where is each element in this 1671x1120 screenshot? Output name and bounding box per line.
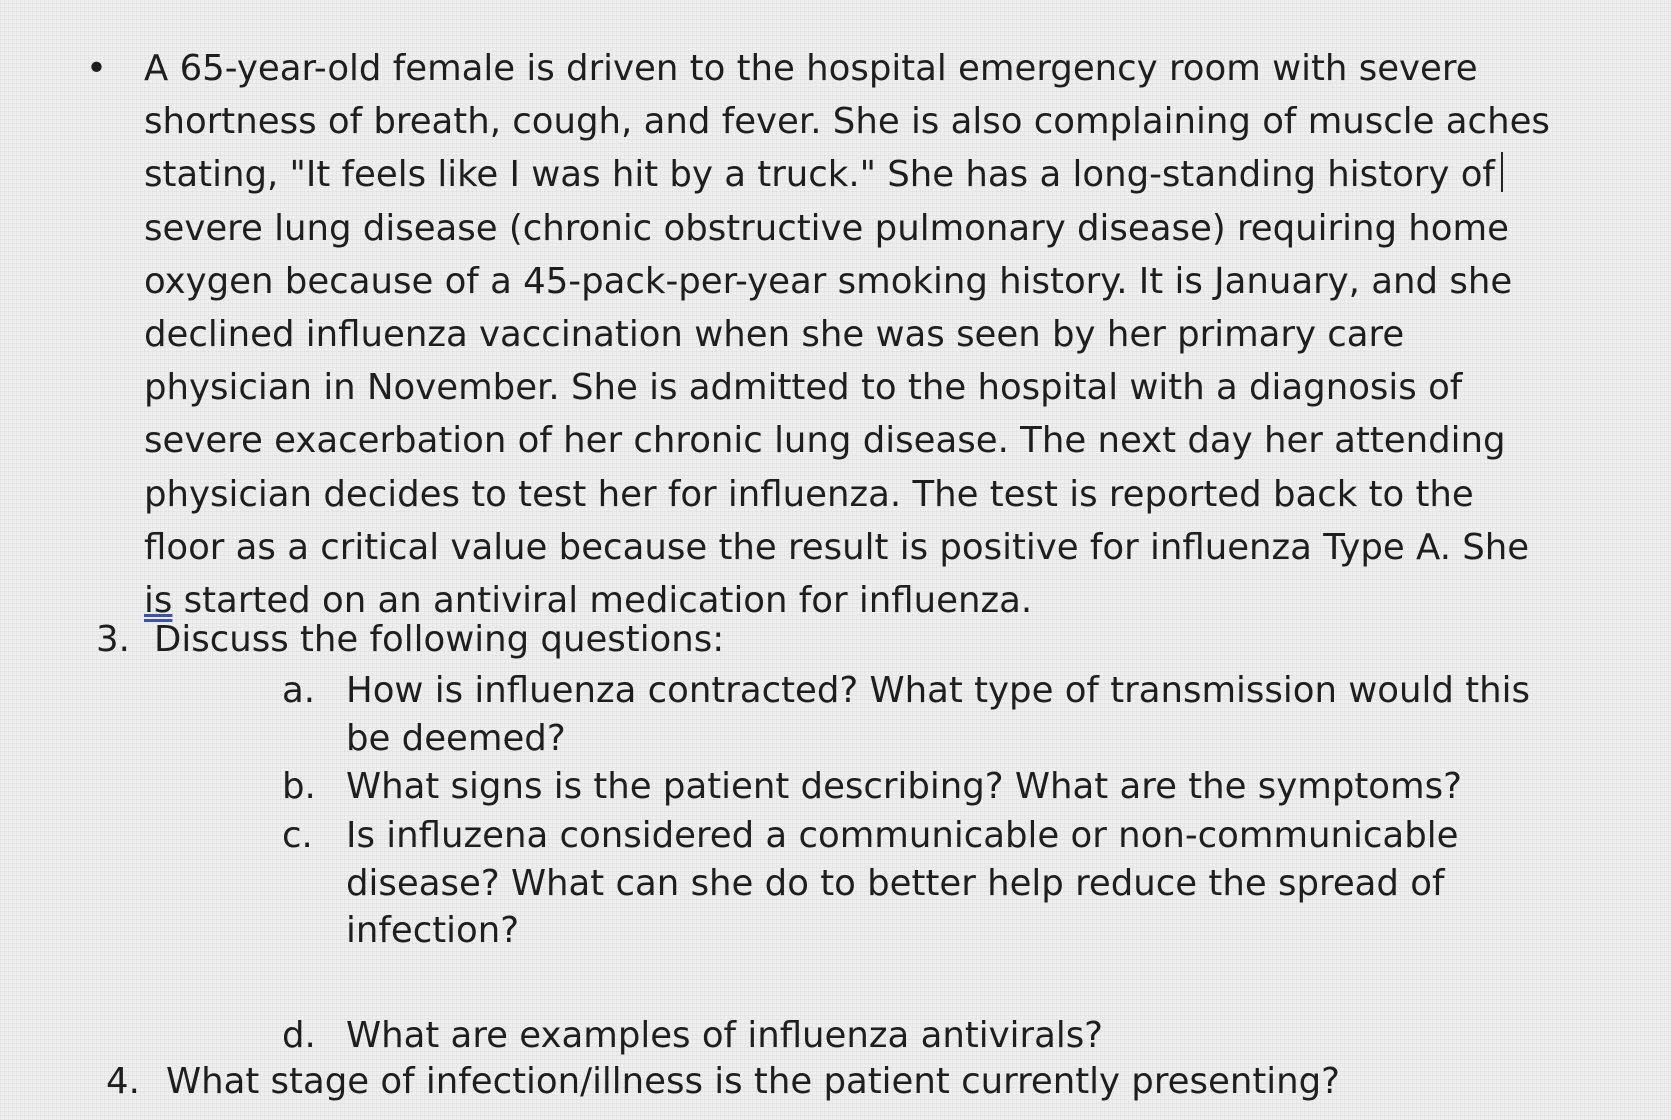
question-number: 4.: [106, 1061, 140, 1102]
spellcheck-underlined-word[interactable]: is: [144, 580, 173, 622]
item-line: What signs is the patient describing? What are the symptoms?: [346, 766, 1462, 807]
case-line: shortness of breath, cough, and fever. She is also complaining of muscle aches: [144, 101, 1550, 143]
text-cursor: [1501, 152, 1503, 192]
case-line: severe exacerbation of her chronic lung disease. The next day her attending: [144, 420, 1506, 462]
case-line-text: stating, "It feels like I was hit by a truck." She has a long-standing history of: [144, 154, 1495, 196]
case-line: A 65-year-old female is driven to the hospital emergency room with severe: [144, 48, 1478, 89]
item-letter: c.: [282, 815, 313, 856]
case-line: physician in November. She is admitted to the hospital with a diagnosis of: [144, 367, 1463, 409]
item-text: [346, 812, 1458, 955]
case-line: [144, 148, 1671, 201]
case-line: severe lung disease (chronic obstructive pulmonary disease) requiring home: [144, 207, 1509, 249]
case-line: declined influenza vaccination when she was seen by her primary care: [144, 314, 1405, 356]
item-line: Is influzena considered a communicable or non-communicable: [346, 815, 1459, 856]
item-text: [346, 667, 1530, 762]
case-line: oxygen because of a 45-pack-per-year smoking history. It is January, and she: [144, 260, 1513, 302]
bullet-marker: •: [86, 48, 107, 89]
question-text: Discuss the following questions:: [154, 619, 725, 660]
case-line: physician decides to test her for influenza. The test is reported back to the: [144, 473, 1474, 515]
item-letter: b.: [282, 766, 316, 807]
case-line-rest: started on an antiviral medication for influenza.: [172, 580, 1033, 622]
item-letter: d.: [282, 1015, 316, 1056]
item-line: disease? What can she do to better help reduce the spread of: [346, 862, 1445, 904]
case-text: [144, 42, 1671, 627]
item-line: What are examples of influenza antivirals?: [346, 1015, 1104, 1056]
case-line: floor as a critical value because the result is positive for influenza Type A. She: [144, 526, 1530, 568]
item-text: [346, 763, 1462, 811]
question-number: 3.: [96, 619, 130, 660]
item-line: be deemed?: [346, 717, 566, 759]
item-line: How is influenza contracted? What type of transmission would this: [346, 670, 1530, 711]
item-text: [346, 1012, 1103, 1060]
item-letter: a.: [282, 670, 316, 711]
question-text: What stage of infection/illness is the patient currently presenting?: [166, 1061, 1340, 1102]
item-line: infection?: [346, 910, 520, 951]
